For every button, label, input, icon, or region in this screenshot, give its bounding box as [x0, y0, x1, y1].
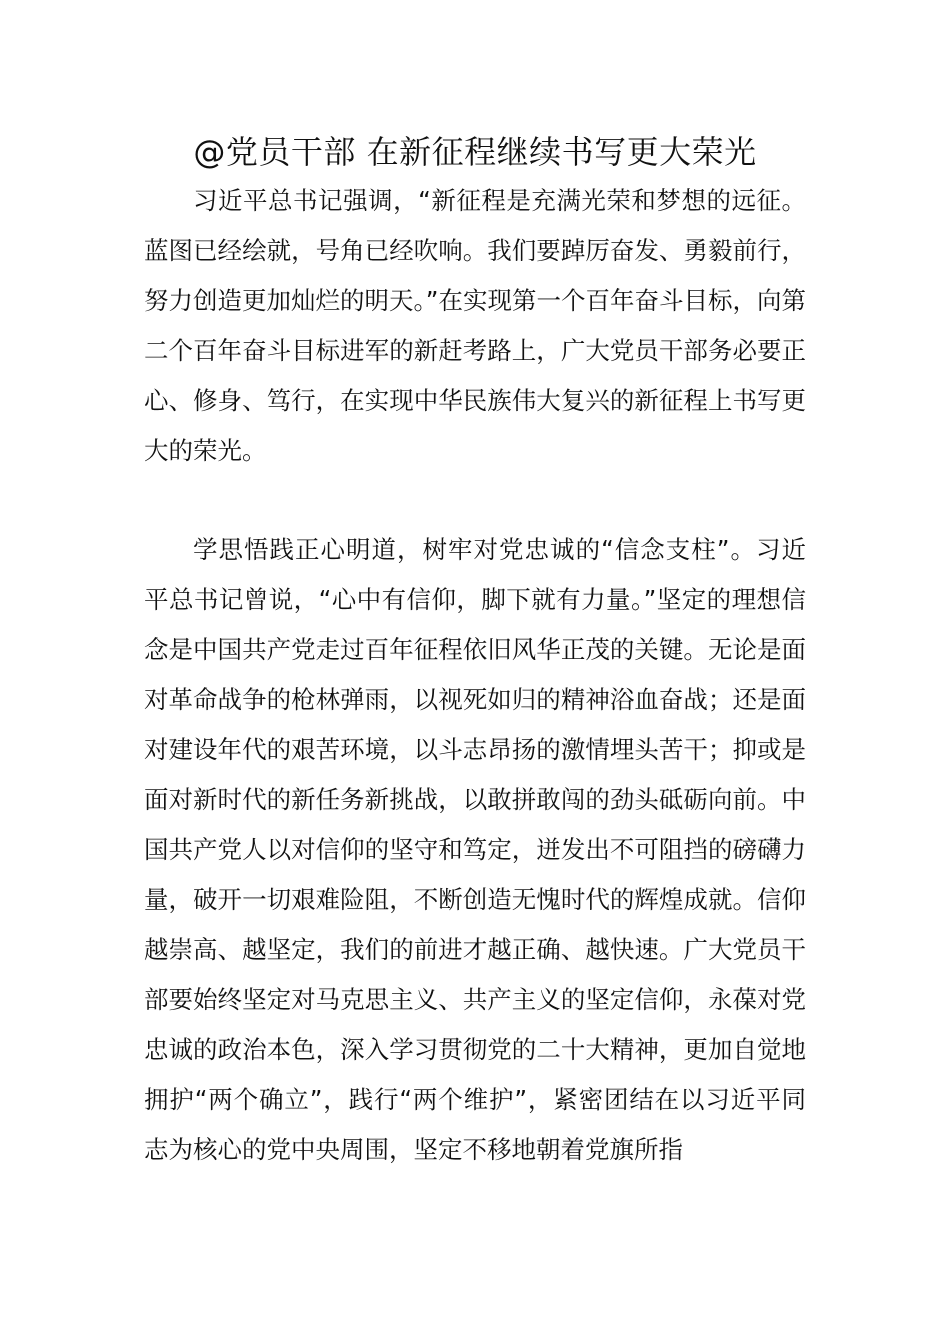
- paragraph-faith: 学思悟践正心明道，树牢对党忠诚的“信念支柱”。习近平总书记曾说，“心中有信仰，脚下就有力量。”坚定的理想信念是中国共产党走过百年征程依旧风华正茂的关键。无论是面对革命战争的枪林弹雨，以视死如归的精神浴血奋战；还是面对建设年代的艰苦环境，以斗志昂扬的激情埋头苦干；抑或是面对新时代的新任务新挑战，以敢拼敢闯的劲头砥砺向前。中国共产党人以对信仰的坚守和笃定，迸发出不可阻挡的磅礴力量，破开一切艰难险阻，不断创造无愧时代的辉煌成就。信仰越崇高、越坚定，我们的前进才越正确、越快速。广大党员干部要始终坚定对马克思主义、共产主义的坚定信仰，永葆对党忠诚的政治本色，深入学习贯彻党的二十大精神，更加自觉地拥护“两个确立”，践行“两个维护”，紧密团结在以习近平同志为核心的党中央周围，坚定不移地朝着党旗所指: [144, 535, 806, 1164]
- paragraph-intro: 习近平总书记强调，“新征程是充满光荣和梦想的远征。蓝图已经绘就，号角已经吹响。我们要踔厉奋发、勇毅前行，努力创造更加灿烂的明天。”在实现第一个百年奋斗目标，向第二个百年奋斗目标进军的新赶考路上，广大党员干部务必要正心、修身、笃行，在实现中华民族伟大复兴的新征程上书写更大的荣光。: [144, 186, 806, 465]
- document-title: @党员干部 在新征程继续书写更大荣光: [193, 133, 757, 171]
